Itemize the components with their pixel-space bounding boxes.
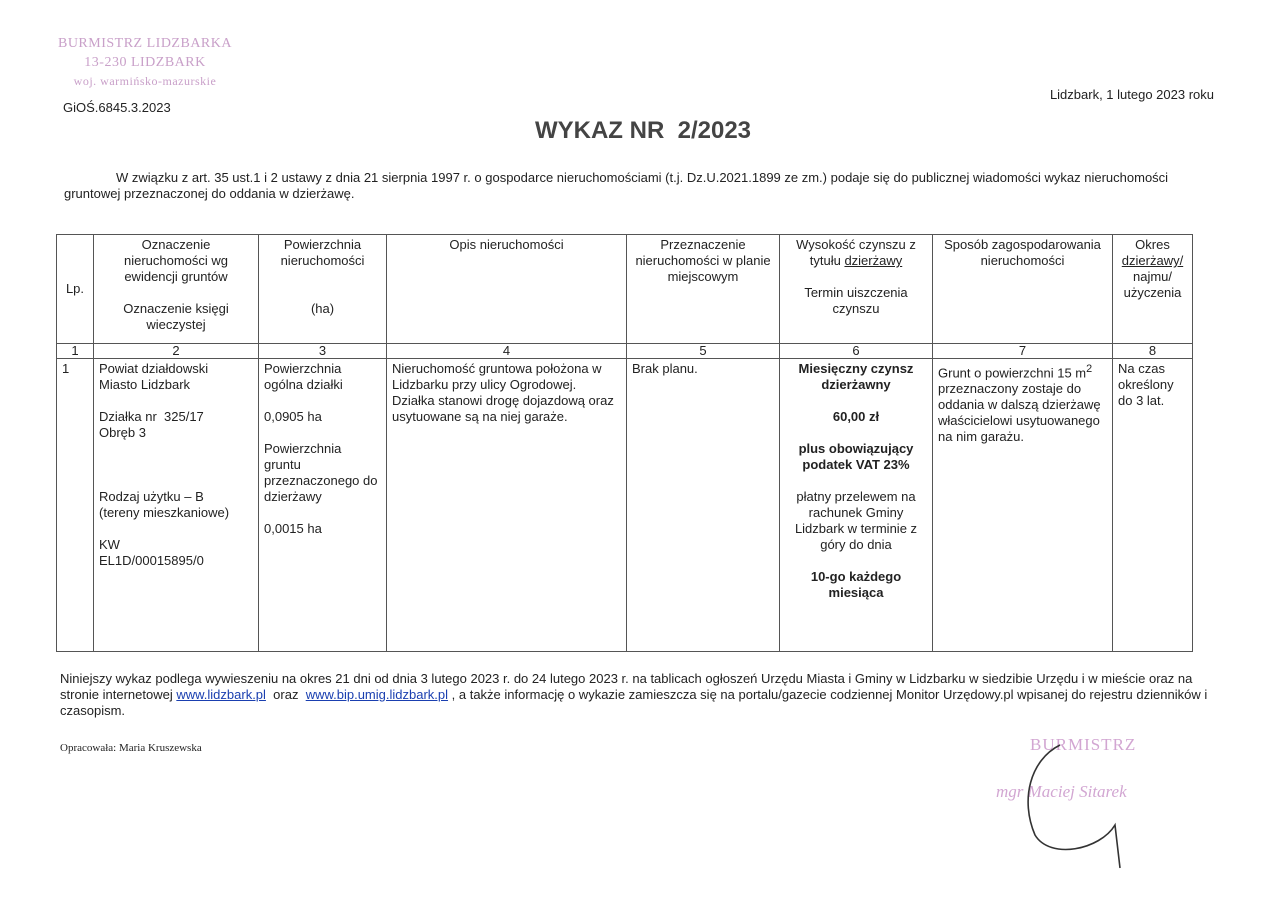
stamp-line-3: woj. warmińsko-mazurskie	[73, 74, 217, 88]
cell-description: Nieruchomość gruntowa położona w Lidzbarku przy ulicy Ogrodowej. Działka stanowi drogę dojazdową oraz usytuowane są na niej garaże.	[387, 359, 627, 652]
column-number: 8	[1113, 344, 1193, 359]
prepared-by: Opracowała: Maria Kruszewska	[60, 742, 202, 754]
column-number: 2	[94, 344, 259, 359]
header-area-unit: (ha)	[310, 301, 335, 316]
header-period: Okres dzierżawy/ najmu/ użyczenia	[1113, 235, 1193, 344]
signature-name: mgr Maciej Sitarek	[996, 782, 1127, 801]
cell-rent: Miesięczny czynsz dzierżawny 60,00 zł plus obowiązujący podatek VAT 23% płatny przelewem na rachunek Gminy Lidzbark w terminie z góry do dnia 10-go każdego miesiąca	[780, 359, 933, 652]
cell-area: Powierzchnia ogólna działki 0,0905 ha Powierzchnia gruntu przeznaczonego do dzierżawy 0,0015 ha	[259, 359, 387, 652]
column-number: 4	[387, 344, 627, 359]
cell-zoning: Brak planu.	[627, 359, 780, 652]
column-number: 3	[259, 344, 387, 359]
column-number: 6	[780, 344, 933, 359]
header-area-text: Powierzchnia nieruchomości	[280, 237, 365, 268]
column-number: 7	[933, 344, 1113, 359]
signature-scribble-icon	[1020, 740, 1140, 870]
header-rent	[780, 235, 933, 344]
link-lidzbark[interactable]: www.lidzbark.pl	[176, 687, 266, 702]
footer-notice: Niniejszy wykaz podlega wywieszeniu na okres 21 dni od dnia 3 lutego 2023 r. do 24 lutego 2023 r. na tablicach ogłoszeń Urzędu Miasta i Gminy w Lidzbarku w siedzibie Urzędu i w mieście oraz na stronie internetowej www.lidzbark.pl oraz www.bip.umig.lidzbark.pl , a także informację o wykazie zamieszcza się na portalu/gazecie codziennej Monitor Urzędowy.pl wpisanej do rejestru dzienników i czasopism.	[60, 671, 1208, 718]
cell-period: Na czas określony do 3 lat.	[1113, 359, 1193, 652]
header-rent-text: Wysokość czynszu z tytułu dzierżawy	[796, 237, 916, 268]
header-land-register-text: Oznaczenie księgi wieczystej	[123, 301, 229, 332]
column-numbers-row	[57, 344, 1193, 359]
column-number: 5	[627, 344, 780, 359]
table-header-row	[57, 235, 1193, 344]
property-table	[56, 234, 1193, 652]
header-designation	[94, 235, 259, 344]
cell-designation: Powiat działdowski Miasto Lidzbark Działka nr 325/17 Obręb 3 Rodzaj użytku – B (tereny mieszkaniowe) KW EL1D/00015895/0	[94, 359, 259, 652]
stamp-line-2: 13-230 LIDZBARK	[84, 55, 206, 70]
signature-title: BURMISTRZ	[1030, 735, 1137, 754]
header-designation-text: Oznaczenie nieruchomości wg ewidencji gruntów	[123, 237, 229, 284]
date-line: Lidzbark, 1 lutego 2023 roku	[1049, 87, 1214, 102]
table-row	[57, 359, 1193, 652]
intro-paragraph: W związku z art. 35 ust.1 i 2 ustawy z dnia 21 sierpnia 1997 r. o gospodarce nieruchomościami (t.j. Dz.U.2021.1899 ze zm.) podaje się do publicznej wiadomości wykaz nieruchomości gruntowej przeznaczonej do oddania w dzierżawę.	[64, 170, 1169, 201]
cell-lp: 1	[57, 359, 94, 652]
header-lp: Lp.	[57, 235, 94, 344]
stamp-line-1: BURMISTRZ LIDZBARKA	[57, 36, 232, 51]
cell-use-method: Grunt o powierzchni 15 $m^2$ przeznaczony zostaje do oddania w dalszą dzierżawę właścicielowi usytuowanego na nim garażu.	[933, 359, 1113, 652]
link-bip[interactable]: www.bip.umig.lidzbark.pl	[305, 687, 449, 702]
header-zoning: Przeznaczenie nieruchomości w planie miejscowym	[627, 235, 780, 344]
header-payment-term: Termin uiszczenia czynszu	[804, 285, 908, 316]
office-stamp	[40, 34, 250, 91]
header-description: Opis nieruchomości	[387, 235, 627, 344]
header-area	[259, 235, 387, 344]
reference-number: GiOŚ.6845.3.2023	[63, 100, 171, 115]
header-use-method: Sposób zagospodarowania nieruchomości	[933, 235, 1113, 344]
column-number: 1	[57, 344, 94, 359]
page-title: WYKAZ NR 2/2023	[534, 117, 752, 144]
